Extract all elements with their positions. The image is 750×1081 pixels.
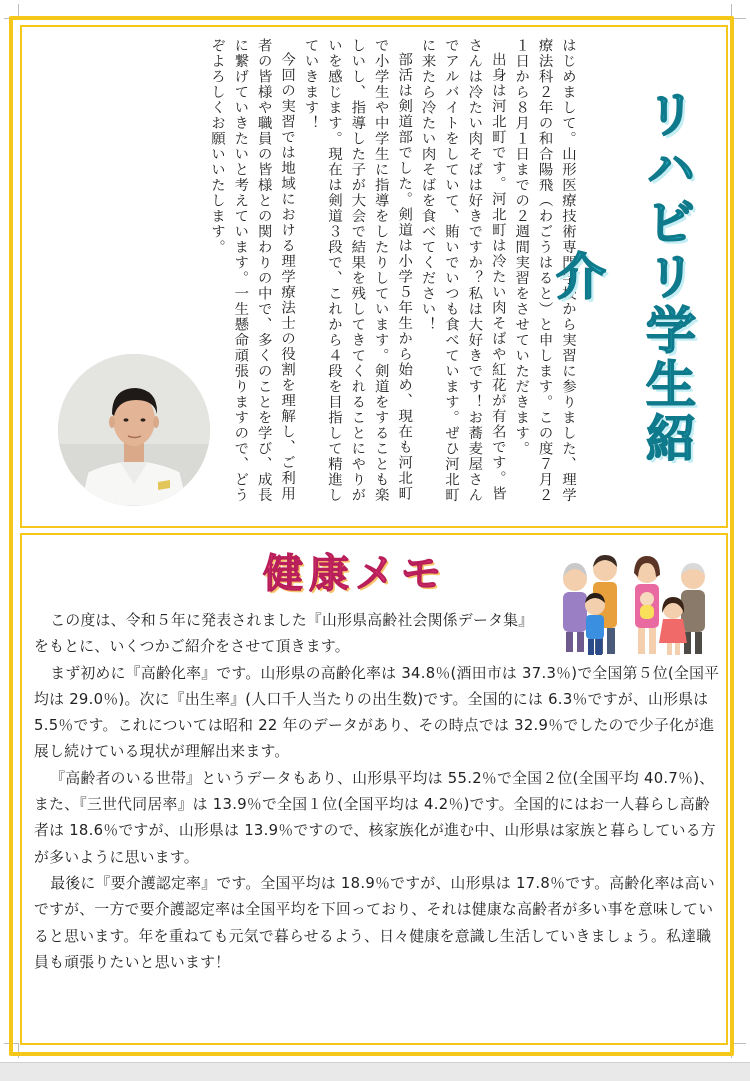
health-paragraph-1: この度は、令和５年に発表されました『山形県高齢社会関係データ集』をもとに、いくつかご紹介をさせて頂きます。 — [34, 612, 534, 656]
student-paragraph-2: 出身は河北町です。河北町は冷たい肉そばや紅花が有名です。皆さんは冷たい肉そばは好きですか？私は大好きです！お蕎麦屋さんでアルバイトをしていて、賄いでいつも食べています。ぜひ河北町に来たら冷たい肉そばを食べてください！ — [419, 38, 506, 503]
health-paragraph-3: 『高齢者のいる世帯』というデータもあり、山形県平均は 55.2％で全国２位(全国平均 40.7％)、また、『三世代同居率』は 13.9％で全国１位(全国平均は 4.2％)です。全国的にはお一人暮らし高齢者は 18.6％ですが、山形県は 13.9％ですので、核家族化が進む中、山形県は家族と暮らしている方が多いように思います。 — [34, 769, 716, 866]
rehab-student-title: リハビリ学生紹介 — [548, 88, 696, 466]
student-paragraph-1: はじめまして。山形医療技術専門学校から実習に参りました、理学療法科２年の和合陽飛（わごうはると）と申します。この度７月２１日から８月１日までの２週間実習をさせていただきます。 — [513, 38, 576, 503]
health-memo-title: 健康メモ — [263, 551, 447, 597]
student-photo — [58, 354, 210, 506]
health-memo-text — [34, 608, 724, 976]
health-paragraph-2: まず初めに『高齢化率』です。山形県の高齢化率は 34.8％(酒田市は 37.3％)で全国第５位(全国平均は 29.0％)。次に『出生率』(人口千人当たりの出生数)です。全国的には 6.3％ですが、山形県は 5.5％です。これについては昭和 22 年のデータがあり、その時点では 32.9％でしたので少子化が進展し続けている現状が理解出来ます。 — [34, 664, 720, 761]
health-paragraph-4: 最後に『要介護認定率』です。全国平均は 18.9％ですが、山形県は 17.8％です。高齢化率は高いですが、一方で要介護認定率は全国平均を下回っており、それは健康な高齢者が多い事を意味していると思います。年を重ねても元気で暮らせるよう、日々健康を意識し生活していきましょう。私達職員も頑張りたいと思います！ — [34, 874, 715, 971]
student-paragraph-4: 今回の実習では地域における理学療法士の役割を理解し、ご利用者の皆様や職員の皆様との関わりの中で、多くのことを学び、成長に繋げていきたいと考えています。一生懸命頑張りますので、どうぞよろしくお願いいたします。 — [208, 38, 296, 503]
student-paragraph-3: 部活は剣道部でした。剣道は小学５年生から始め、現在も河北町で小学生や中学生に指導をしたりしています。剣道をすることも楽しいし、指導した子が大会で結果を残してきてくれることにやりがいを感じます。現在は剣道３段で、これから４段を目指して精進していきます！ — [302, 38, 413, 503]
viewer-status-bar — [0, 1062, 750, 1081]
